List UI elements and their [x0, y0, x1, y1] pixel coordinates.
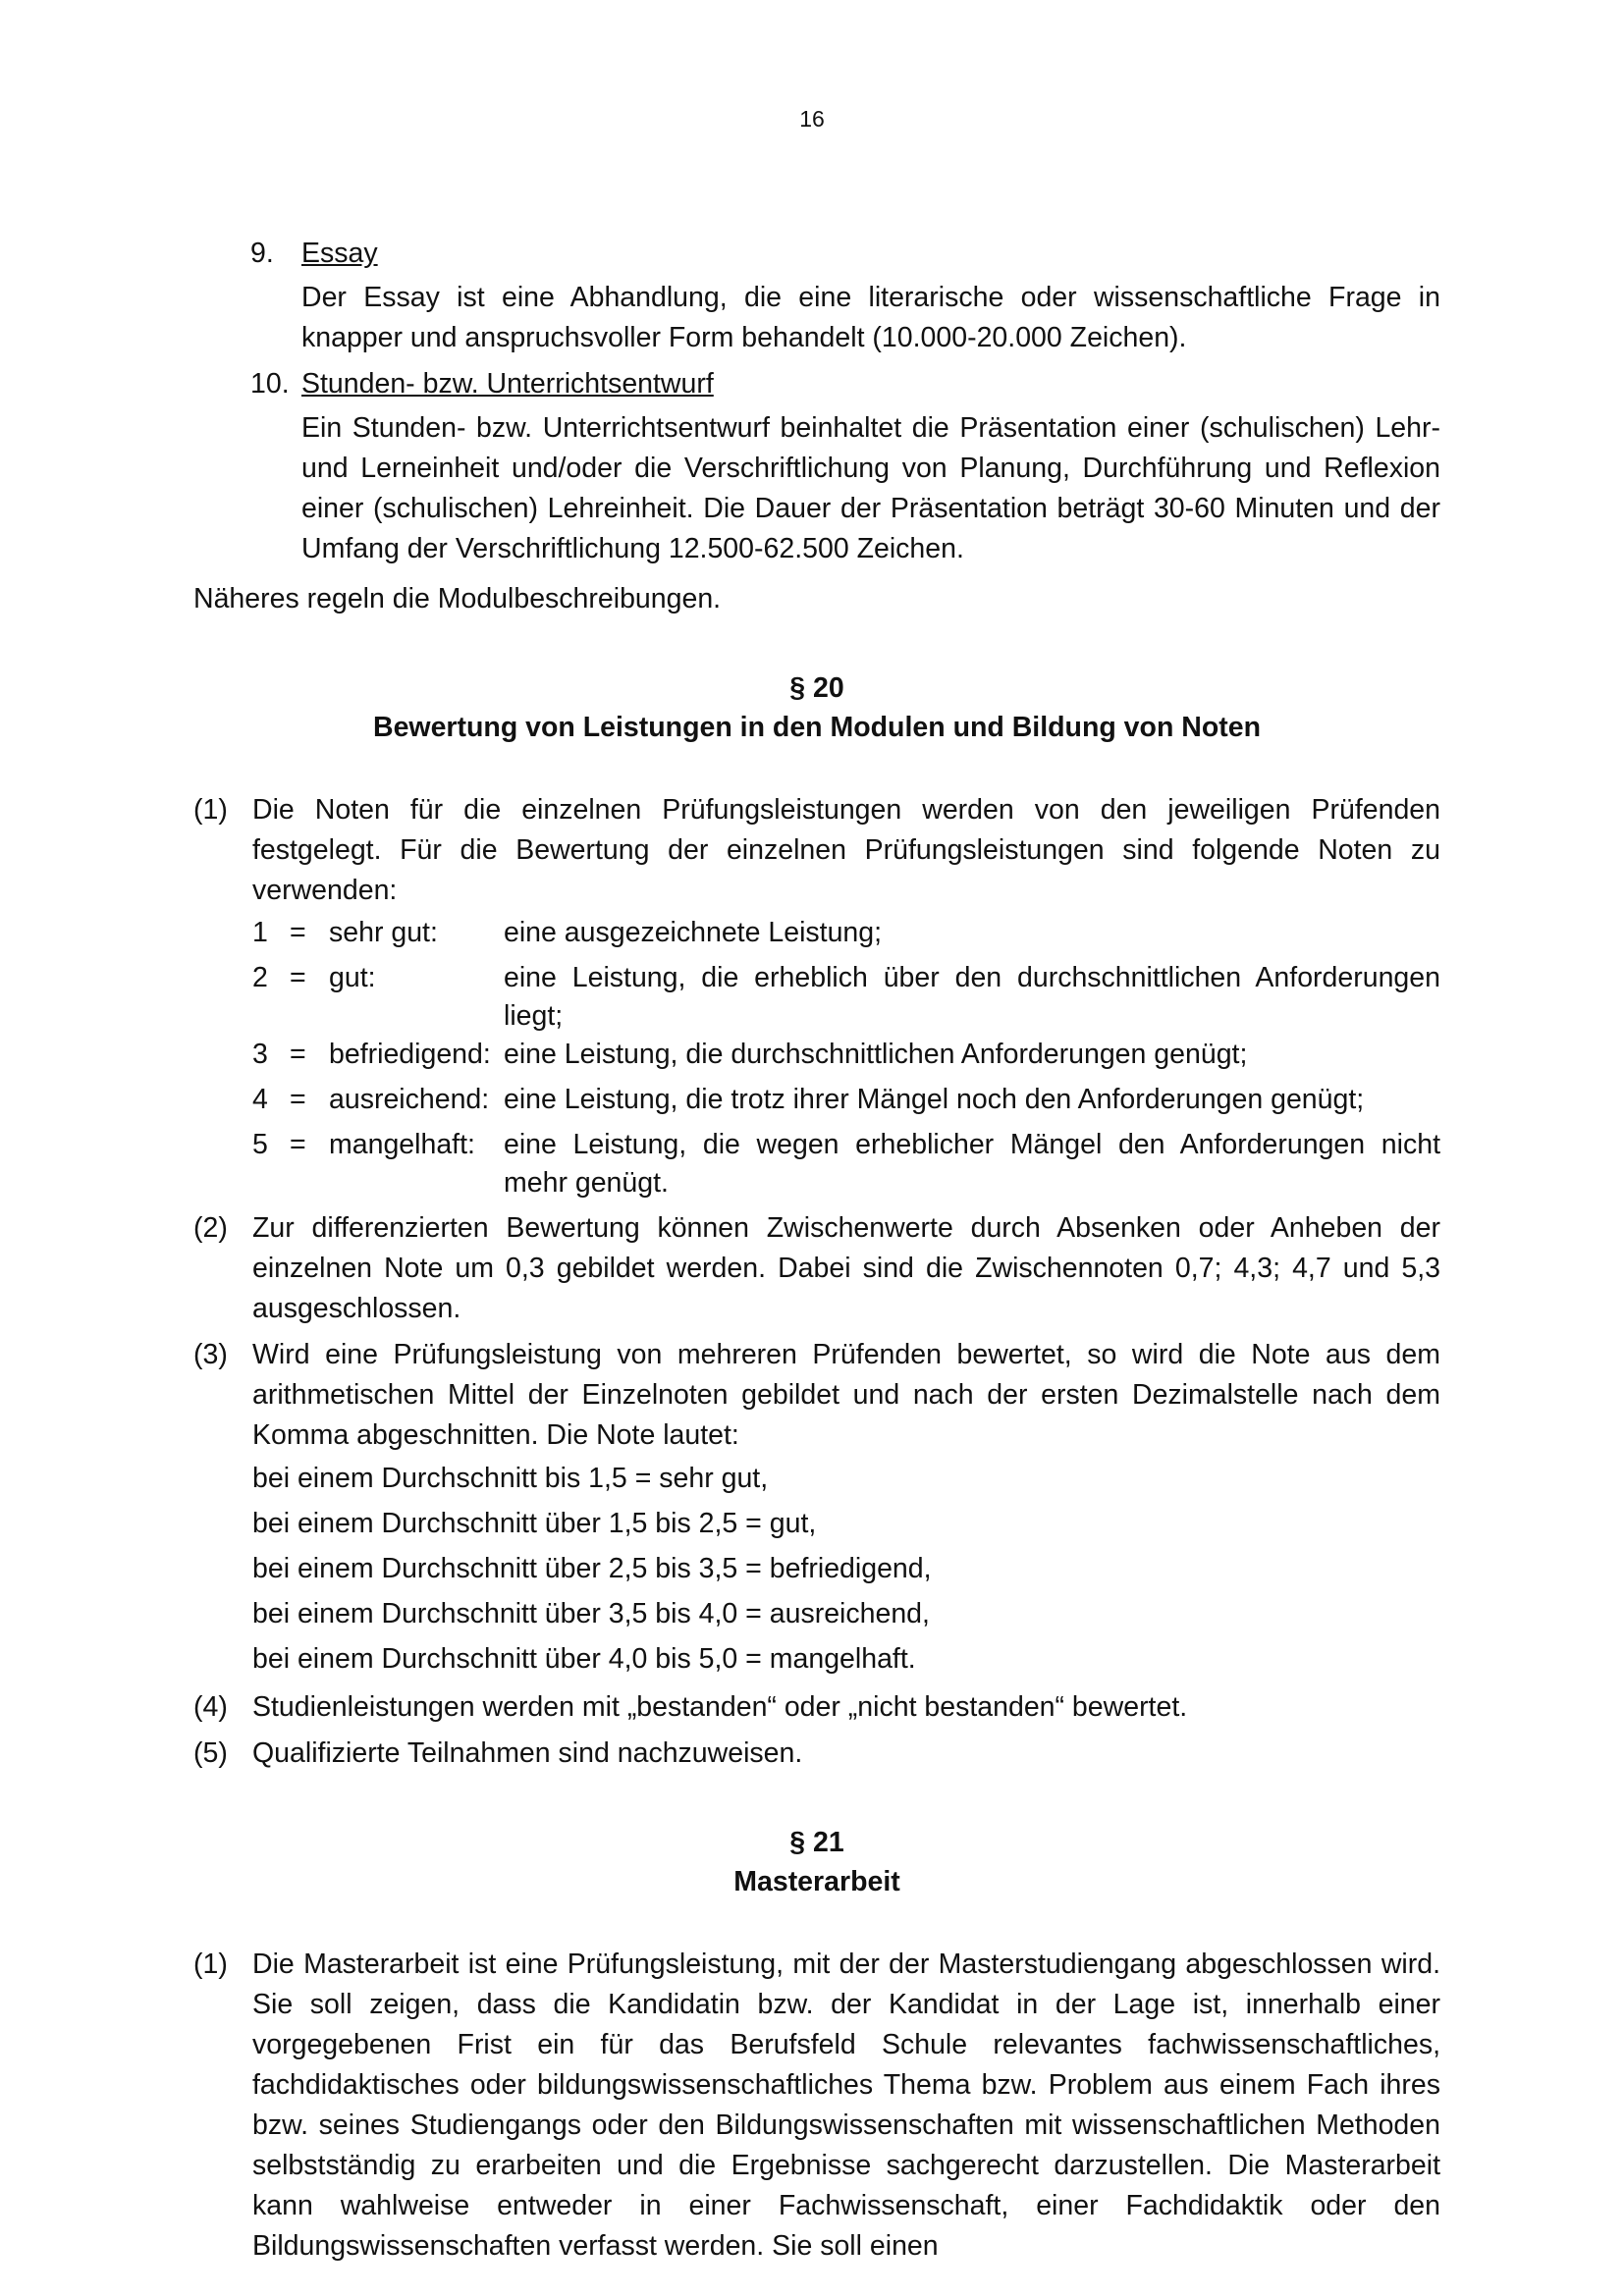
grade-equals: =	[290, 917, 306, 948]
grade-label: gut:	[329, 962, 376, 993]
grade-number: 2	[252, 962, 268, 993]
grade-equals: =	[290, 1039, 306, 1070]
paragraph-text: Studienleistungen werden mit „bestanden“ oder „nicht bestanden“ bewertet.	[252, 1691, 1188, 1723]
item-number: 9.	[250, 238, 274, 269]
grade-row	[252, 959, 1440, 1036]
grade-number: 4	[252, 1084, 268, 1115]
grade-description: eine Leistung, die erheblich über den durchschnittlichen Anforderungen liegt;	[504, 962, 1440, 1032]
section-number: § 21	[789, 1827, 844, 1858]
document-body	[193, 234, 1440, 2272]
scale-line: bei einem Durchschnitt über 2,5 bis 3,5 = befriedigend,	[252, 1553, 932, 1584]
paragraph-number: (1)	[193, 794, 228, 826]
grade-description: eine ausgezeichnete Leistung;	[504, 917, 883, 948]
paragraph-5	[193, 1734, 1440, 1774]
grade-equals: =	[290, 962, 306, 993]
paragraph-1	[193, 790, 1440, 1202]
section-20-heading	[193, 668, 1440, 747]
grade-label: mangelhaft:	[329, 1129, 475, 1160]
paragraph-number: (1)	[193, 1949, 228, 1980]
paragraph-text: Zur differenzierten Bewertung können Zwischenwerte durch Absenken oder Anheben der einzelnen Note um 0,3 gebildet werden. Dabei sind die Zwischennoten 0,7; 4,3; 4,7 und 5,3 ausgeschlossen.	[252, 1212, 1440, 1324]
item-body: Ein Stunden- bzw. Unterrichtsentwurf beinhaltet die Präsentation einer (schulischen) Lehr- und Lerneinheit und/oder die Verschriftlichung von Planung, Durchführung und Reflexion einer (schulischen) Lehreinheit. Die Dauer der Präsentation beträgt 30-60 Minuten und der Umfang der Verschriftlichung 12.500-62.500 Zeichen.	[301, 412, 1440, 564]
item-title: Essay	[301, 238, 378, 269]
grade-number: 3	[252, 1039, 268, 1070]
scale-line: bei einem Durchschnitt über 1,5 bis 2,5 = gut,	[252, 1508, 817, 1539]
paragraph-2	[193, 1208, 1440, 1329]
section-title: Masterarbeit	[733, 1866, 900, 1897]
paragraph-text: Wird eine Prüfungsleistung von mehreren Prüfenden bewertet, so wird die Note aus dem arithmetischen Mittel der Einzelnoten gebildet und nach der ersten Dezimalstelle nach dem Komma abgeschnitten. Die Note lautet:	[252, 1339, 1440, 1451]
scale-line: bei einem Durchschnitt über 4,0 bis 5,0 = mangelhaft.	[252, 1643, 916, 1675]
section-title: Bewertung von Leistungen in den Modulen und Bildung von Noten	[372, 712, 1262, 743]
list-item-essay	[193, 234, 1440, 358]
grade-number: 5	[252, 1129, 268, 1160]
scale-line: bei einem Durchschnitt über 3,5 bis 4,0 = ausreichend,	[252, 1598, 930, 1629]
section-21-paragraphs	[193, 1945, 1440, 2267]
paragraph-text: Qualifizierte Teilnahmen sind nachzuweisen.	[252, 1737, 803, 1769]
grade-description: eine Leistung, die trotz ihrer Mängel noch den Anforderungen genügt;	[504, 1084, 1365, 1115]
item-number: 10.	[250, 368, 290, 400]
paragraph-text: Die Masterarbeit ist eine Prüfungsleistung, mit der der Masterstudiengang abgeschlossen wird. Sie soll zeigen, dass die Kandidatin bzw. der Kandidat in der Lage ist, innerhalb einer vorgegebenen Frist ein für das Berufsfeld Schule relevantes fachwissenschaftliches, fachdidaktisches oder bildungswissenschaftliches Thema bzw. Problem aus einem Fach ihres bzw. seines Studiengangs oder den Bildungswissenschaften mit wissenschaftlichen Methoden selbstständig zu erarbeiten und die Ergebnisse sachgerecht darzustellen. Die Masterarbeit kann wahlweise entweder in einer Fachwissenschaft, einer Fachdidaktik oder den Bildungswissenschaften verfasst werden. Sie soll einen	[252, 1949, 1440, 2262]
scale-line: bei einem Durchschnitt bis 1,5 = sehr gut,	[252, 1463, 769, 1494]
grade-row	[252, 1126, 1440, 1202]
page-number: 16	[799, 106, 825, 132]
list-item-unterrichtsentwurf	[193, 364, 1440, 569]
section-21-heading	[193, 1823, 1440, 1901]
grade-label: ausreichend:	[329, 1084, 490, 1115]
item-body: Der Essay ist eine Abhandlung, die eine literarische oder wissenschaftliche Frage in knapper und anspruchsvoller Form behandelt (10.000-20.000 Zeichen).	[301, 282, 1440, 353]
paragraph-text: Die Noten für die einzelnen Prüfungsleistungen werden von den jeweiligen Prüfenden festgelegt. Für die Bewertung der einzelnen Prüfungsleistungen sind folgende Noten zu verwenden:	[252, 794, 1440, 906]
grade-row	[252, 1081, 1440, 1126]
grade-label: sehr gut:	[329, 917, 438, 948]
paragraph-3	[193, 1335, 1440, 1682]
grade-label: befriedigend:	[329, 1039, 491, 1070]
grade-row	[252, 1036, 1440, 1081]
paragraph-number: (3)	[193, 1339, 228, 1370]
paragraph-number: (4)	[193, 1691, 228, 1723]
section-20-paragraphs	[193, 790, 1440, 1774]
grade-row	[252, 914, 1440, 959]
item-title: Stunden- bzw. Unterrichtsentwurf	[301, 368, 714, 400]
naeheres-text: Näheres regeln die Modulbeschreibungen.	[193, 583, 722, 614]
grade-equals: =	[290, 1129, 306, 1160]
section-number: § 20	[789, 672, 844, 704]
grade-table	[252, 914, 1440, 1202]
paragraph-number: (2)	[193, 1212, 228, 1244]
paragraph-number: (5)	[193, 1737, 228, 1769]
paragraph-4	[193, 1687, 1440, 1728]
grade-scale	[252, 1456, 1440, 1682]
grade-equals: =	[290, 1084, 306, 1115]
grade-description: eine Leistung, die durchschnittlichen Anforderungen genügt;	[504, 1039, 1248, 1070]
grade-description: eine Leistung, die wegen erheblicher Mängel den Anforderungen nicht mehr genügt.	[504, 1129, 1440, 1199]
paragraph-1	[193, 1945, 1440, 2267]
grade-number: 1	[252, 917, 268, 948]
